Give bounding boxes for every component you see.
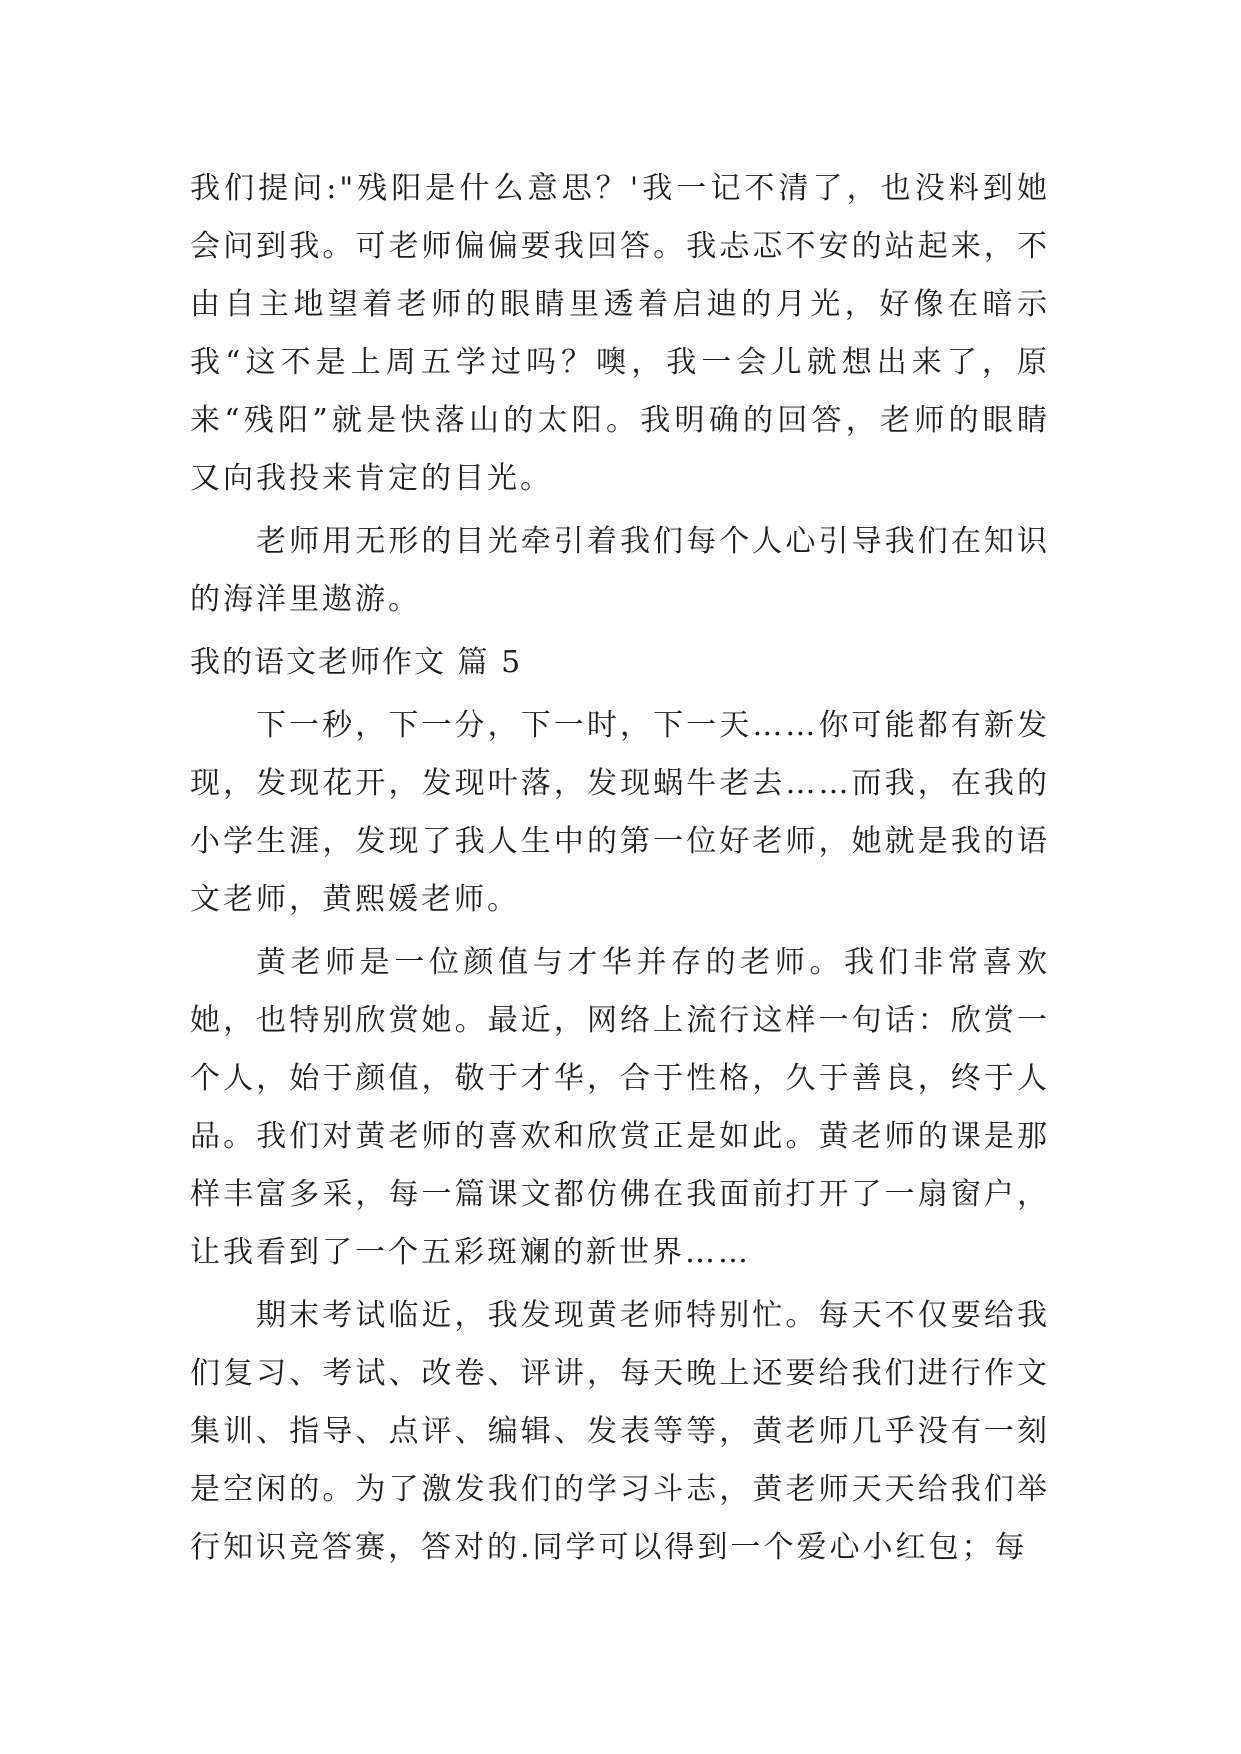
section-heading: 我的语文老师作文 篇 5 bbox=[190, 645, 523, 680]
document-page bbox=[190, 160, 1050, 1582]
paragraph-2: 老师用无形的目光牵引着我们每个人心引导我们在知识的海洋里遨游。 bbox=[190, 524, 1050, 617]
paragraph-5: 期末考试临近，我发现黄老师特别忙。每天不仅要给我们复习、考试、改卷、评讲，每天晚上还要给我们进行作文集训、指导、点评、编辑、发表等等，黄老师几乎没有一刻是空闲的。为了激发我们的学习斗志，黄老师天天给我们举行知识竞答赛，答对的.同学可以得到一个爱心小红包；每 bbox=[190, 1298, 1050, 1565]
paragraph-3: 下一秒，下一分，下一时，下一天……你可能都有新发现，发现花开，发现叶落，发现蜗牛老去……而我，在我的小学生涯，发现了我人生中的第一位好老师，她就是我的语文老师，黄熙媛老师。 bbox=[190, 708, 1050, 917]
paragraph-1: 我们提问:"残阳是什么意思？'我一记不清了，也没料到她会问到我。可老师偏偏要我回答。我忐忑不安的站起来，不由自主地望着老师的眼睛里透着启迪的月光，好像在暗示我“这不是上周五学过吗？噢，我一会儿就想出来了，原来“残阳”就是快落山的太阳。我明确的回答，老师的眼睛又向我投来肯定的目光。 bbox=[190, 171, 1050, 496]
paragraph-4: 黄老师是一位颜值与才华并存的老师。我们非常喜欢她，也特别欣赏她。最近，网络上流行这样一句话：欣赏一个人，始于颜值，敬于才华，合于性格，久于善良，终于人品。我们对黄老师的喜欢和欣赏正是如此。黄老师的课是那样丰富多采，每一篇课文都仿佛在我面前打开了一扇窗户，让我看到了一个五彩斑斓的新世界…… bbox=[190, 945, 1050, 1270]
